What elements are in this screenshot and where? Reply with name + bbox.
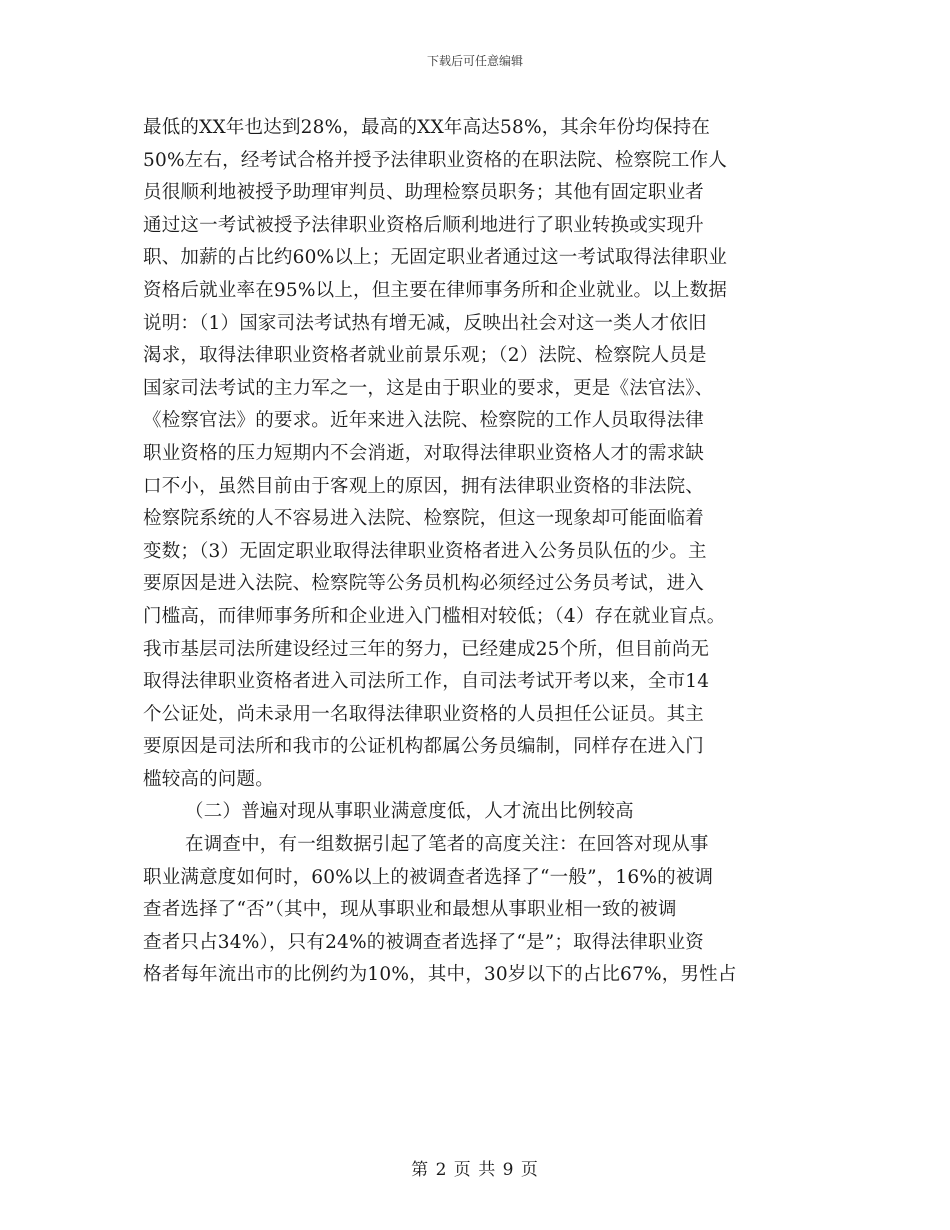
text-line: 查者只占34%），只有24%的被调查者选择了“是”；取得法律职业资	[143, 931, 705, 953]
text-line: 我市基层司法所建设经过三年的努力，已经建成25个所，但目前尚无	[143, 638, 710, 660]
text-line: 职业满意度如何时，60%以上的被调查者选择了“一般”，16%的被调	[143, 866, 714, 888]
text-line: 说明：（1）国家司法考试热有增无减，反映出社会对这一类人才依旧	[143, 312, 707, 334]
text-line: 通过这一考试被授予法律职业资格后顺利地进行了职业转换或实现升	[143, 214, 705, 236]
text-line: 国家司法考试的主力军之一，这是由于职业的要求，更是《法官法》、	[143, 377, 714, 399]
text-line: 50%左右，经考试合格并授予法律职业资格的在职法院、检察院工作人	[143, 149, 728, 171]
page-header: 下载后可任意编辑	[426, 54, 523, 68]
text-line: 门槛高，而律师事务所和企业进入门槛相对较低；（4）存在就业盲点。	[143, 605, 726, 627]
text-line: 《检察官法》的要求。近年来进入法院、检察院的工作人员取得法律	[143, 410, 705, 432]
text-line: 渴求，取得法律职业资格者就业前景乐观；（2）法院、检察院人员是	[143, 345, 707, 367]
text-line: 职、加薪的占比约60%以上；无固定职业者通过这一考试取得法律职业	[143, 247, 728, 269]
paragraph-2	[143, 829, 823, 992]
section-heading: （二）普遍对现从事职业满意度低，人才流出比例较高	[185, 801, 634, 823]
text-line: 取得法律职业资格者进入司法所工作，自司法考试开考以来，全市14	[143, 671, 710, 693]
text-line: 格者每年流出市的比例约为10%，其中，30岁以下的占比67%，男性占	[143, 964, 737, 986]
text-line: 员很顺利地被授予助理审判员、助理检察员职务；其他有固定职业者	[143, 182, 705, 204]
text-line: 口不小，虽然目前由于客观上的原因，拥有法律职业资格的非法院、	[143, 475, 705, 497]
text-line: 要原因是进入法院、检察院等公务员机构必须经过公务员考试，进入	[143, 573, 705, 595]
text-line: 变数；（3）无固定职业取得法律职业资格者进入公务员队伍的少。主	[143, 540, 707, 562]
text-line: 个公证处，尚未录用一名取得法律职业资格的人员担任公证员。其主	[143, 703, 705, 725]
text-line: 最低的XX年也达到28%，最高的XX年高达58%，其余年份均保持在	[143, 117, 711, 138]
text-line: 职业资格的压力短期内不会消逝，对取得法律职业资格人才的需求缺	[143, 442, 705, 464]
text-line: 要原因是司法所和我市的公证机构都属公务员编制，同样存在进入门	[143, 736, 705, 758]
document-body	[143, 112, 823, 992]
text-line: 检察院系统的人不容易进入法院、检察院，但这一现象却可能面临着	[143, 508, 705, 530]
text-line: 资格后就业率在95%以上，但主要在律师事务所和企业就业。以上数据	[143, 279, 728, 301]
text-line: 槛较高的问题。	[143, 768, 274, 790]
text-line: 在调查中，有一组数据引起了笔者的高度关注：在回答对现从事	[185, 834, 709, 856]
text-line: 查者选择了“否”（其中，现从事职业和最想从事职业相一致的被调	[143, 899, 677, 921]
paragraph-1	[143, 112, 823, 796]
page-number: 第 2 页 共 9 页	[411, 1160, 539, 1180]
